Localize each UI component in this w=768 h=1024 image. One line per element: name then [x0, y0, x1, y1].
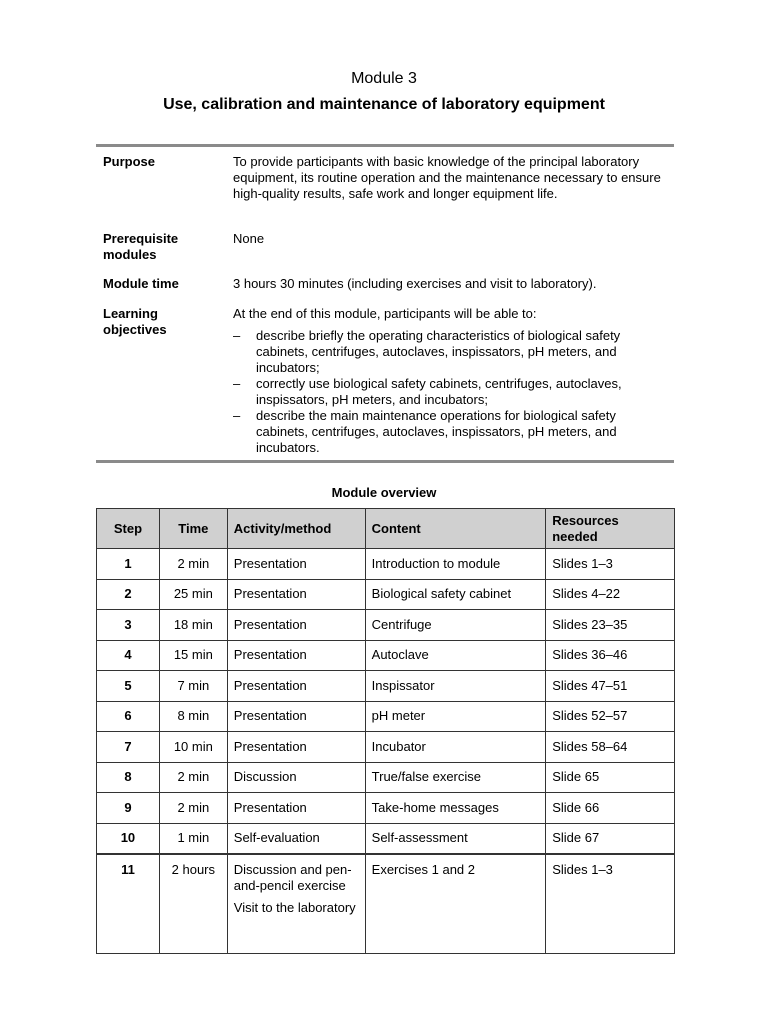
purpose-value: To provide participants with basic knowledge of the principal laboratory equipment, its routine operation and the maintenance necessary to ensure high-quality results, safe work and longer equipment life. — [233, 154, 661, 201]
activity-cell: Presentation — [227, 701, 365, 732]
prerequisite-label-line1: Prerequisite — [103, 231, 179, 246]
activity-cell: Discussion — [227, 762, 365, 793]
resources-cell: Slides 1–3 — [546, 854, 675, 954]
table-row — [97, 701, 675, 732]
resources-cell: Slide 66 — [546, 793, 675, 824]
module-time-label: Module time — [103, 276, 179, 291]
time-cell: 2 min — [159, 549, 227, 580]
table-row — [97, 671, 675, 702]
step-cell: 2 — [97, 579, 160, 610]
resources-cell: Slides 47–51 — [546, 671, 675, 702]
resources-cell: Slides 52–57 — [546, 701, 675, 732]
objectives-label — [103, 306, 223, 338]
time-cell: 1 min — [159, 823, 227, 854]
content-cell: Incubator — [365, 732, 546, 763]
step-cell: 5 — [97, 671, 160, 702]
objective-item: – describe briefly the operating characteristics of biological safety cabinets, centrifuges, autoclaves, inspissators, pH meters, and incubators; — [233, 328, 663, 376]
activity-cell: Presentation — [227, 579, 365, 610]
resources-cell: Slide 65 — [546, 762, 675, 793]
purpose-label: Purpose — [103, 154, 156, 169]
step-cell: 7 — [97, 732, 160, 763]
table-row — [97, 762, 675, 793]
module-overview-table — [96, 508, 675, 954]
resources-cell: Slides 58–64 — [546, 732, 675, 763]
activity-cell: Presentation — [227, 610, 365, 641]
prerequisite-label — [103, 231, 223, 263]
step-cell: 1 — [97, 549, 160, 580]
time-cell: 2 min — [159, 793, 227, 824]
content-cell: Exercises 1 and 2 — [365, 854, 546, 954]
step-cell: 10 — [97, 823, 160, 854]
time-cell: 7 min — [159, 671, 227, 702]
content-cell: Autoclave — [365, 640, 546, 671]
activity-cell: Presentation — [227, 732, 365, 763]
activity-cell: Presentation — [227, 640, 365, 671]
objective-item: – correctly use biological safety cabinets, centrifuges, autoclaves, inspissators, pH meters, and incubators; — [233, 376, 663, 408]
header-resources — [546, 509, 675, 549]
table-row — [97, 579, 675, 610]
step-cell: 11 — [97, 854, 160, 954]
module-time-value: 3 hours 30 minutes (including exercises and visit to laboratory). — [233, 276, 597, 291]
module-number: Module 3 — [351, 70, 417, 87]
header-activity: Activity/method — [227, 509, 365, 549]
activity-cell — [227, 854, 365, 954]
objectives-list — [233, 328, 663, 456]
time-cell: 2 hours — [159, 854, 227, 954]
prerequisite-label-line2: modules — [103, 247, 157, 262]
activity-cell: Self-evaluation — [227, 823, 365, 854]
time-cell: 15 min — [159, 640, 227, 671]
content-cell: Centrifuge — [365, 610, 546, 641]
table-row — [97, 823, 675, 854]
table-row — [97, 610, 675, 641]
objectives-intro: At the end of this module, participants will be able to: — [233, 306, 537, 321]
resources-cell: Slides 4–22 — [546, 579, 675, 610]
resources-cell: Slides 36–46 — [546, 640, 675, 671]
resources-cell: Slide 67 — [546, 823, 675, 854]
table-header-row — [97, 509, 675, 549]
header-content: Content — [365, 509, 546, 549]
content-cell: Introduction to module — [365, 549, 546, 580]
table-row — [97, 732, 675, 763]
activity-line: Discussion and pen-and-pencil exercise — [233, 861, 352, 893]
step-cell: 9 — [97, 793, 160, 824]
content-cell: Self-assessment — [365, 823, 546, 854]
header-time: Time — [159, 509, 227, 549]
step-cell: 3 — [97, 610, 160, 641]
step-cell: 4 — [97, 640, 160, 671]
step-cell: 6 — [97, 701, 160, 732]
header-resources-line2: needed — [552, 528, 598, 544]
content-cell: Biological safety cabinet — [365, 579, 546, 610]
content-cell: pH meter — [365, 701, 546, 732]
activity-line: Visit to the laboratory — [233, 899, 356, 915]
table-row — [97, 793, 675, 824]
content-cell: Inspissator — [365, 671, 546, 702]
objectives-value — [233, 306, 663, 456]
resources-cell: Slides 1–3 — [546, 549, 675, 580]
time-cell: 2 min — [159, 762, 227, 793]
time-cell: 18 min — [159, 610, 227, 641]
resources-cell: Slides 23–35 — [546, 610, 675, 641]
objective-item: – describe the main maintenance operations for biological safety cabinets, centrifuges, autoclaves, inspissators, pH meters, and incubators. — [233, 408, 663, 456]
top-rule — [96, 144, 674, 147]
overview-title: Module overview — [331, 485, 437, 500]
header-step: Step — [97, 509, 160, 549]
table-row — [97, 549, 675, 580]
content-cell: True/false exercise — [365, 762, 546, 793]
activity-cell: Presentation — [227, 793, 365, 824]
time-cell: 10 min — [159, 732, 227, 763]
objectives-label-line2: objectives — [103, 322, 167, 337]
time-cell: 8 min — [159, 701, 227, 732]
activity-cell: Presentation — [227, 671, 365, 702]
module-title: Use, calibration and maintenance of laboratory equipment — [163, 96, 605, 113]
table-row — [97, 640, 675, 671]
prerequisite-value: None — [233, 231, 265, 246]
activity-cell: Presentation — [227, 549, 365, 580]
bottom-rule — [96, 460, 674, 463]
time-cell: 25 min — [159, 579, 227, 610]
table-row — [97, 854, 675, 954]
content-cell: Take-home messages — [365, 793, 546, 824]
objectives-label-line1: Learning — [103, 306, 158, 321]
step-cell: 8 — [97, 762, 160, 793]
header-resources-line1: Resources — [552, 512, 619, 528]
